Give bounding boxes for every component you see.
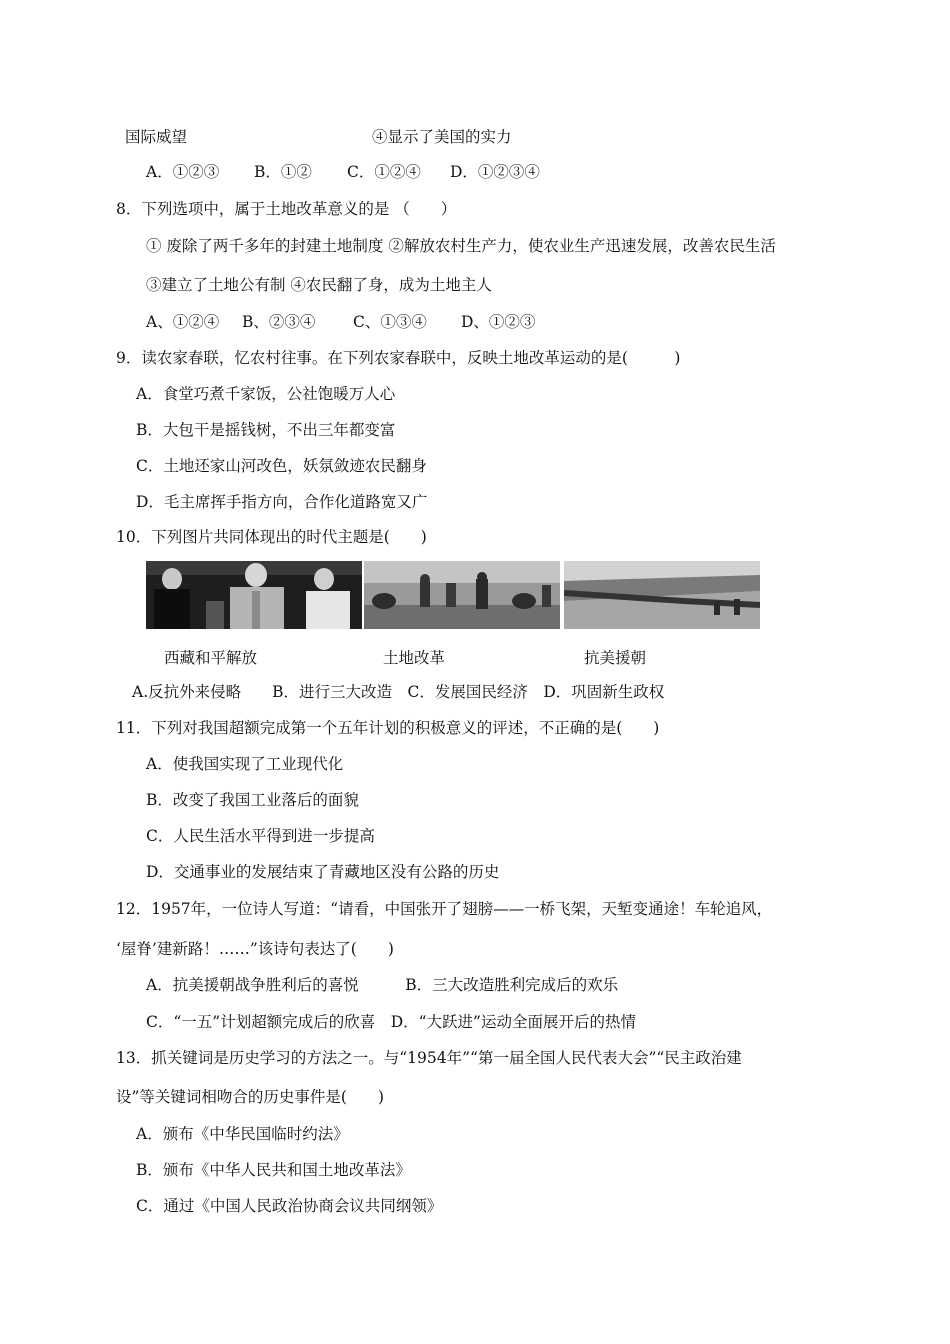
q11-option-c: C．人民生活水平得到进一步提高 <box>146 827 375 845</box>
q8-statement-2: ③建立了土地公有制 ④农民翻了身，成为土地主人 <box>146 276 492 294</box>
q12-options-ab: A．抗美援朝战争胜利后的喜悦 B．三大改造胜利完成后的欢乐 <box>146 976 619 994</box>
option-d: D．①②③④ <box>450 163 540 181</box>
q9-option-c: C．土地还家山河改色，妖氛敛迹农民翻身 <box>136 457 427 475</box>
question-10: 10．下列图片共同体现出的时代主题是( ) <box>116 528 427 546</box>
q8-answer-options <box>146 312 535 332</box>
photo-land-reform <box>364 561 560 629</box>
caption-tibet: 西藏和平解放 <box>164 649 258 667</box>
question-11: 11．下列对我国超额完成第一个五年计划的积极意义的评述，不正确的是( ) <box>116 719 660 737</box>
q7-answer-options <box>146 162 540 182</box>
caption-korean-war: 抗美援朝 <box>584 649 647 667</box>
option-c: C、①③④ <box>353 313 427 331</box>
question-9: 9．读农家春联，忆农村往事。在下列农家春联中，反映土地改革运动的是( ) <box>116 349 681 367</box>
question-12-line-1: 12．1957年，一位诗人写道：“请看，中国张开了翅膀——一桥飞架，天堑变通途！车轮追风， <box>116 900 773 918</box>
question-13-line-1: 13．抓关键词是历史学习的方法之一。与“1954年”“第一届全国人民代表大会”“民主政治建 <box>116 1049 742 1067</box>
q8-statement-1: ① 废除了两千多年的封建土地制度 ②解放农村生产力，使农业生产迅速发展，改善农民生活 <box>146 237 776 255</box>
q7-option-4: ④显示了美国的实力 <box>372 128 512 146</box>
q11-option-b: B．改变了我国工业落后的面貌 <box>146 791 359 809</box>
q13-option-b: B．颁布《中华人民共和国土地改革法》 <box>136 1161 411 1179</box>
question-13-line-2: 设”等关键词相吻合的历史事件是( ) <box>116 1088 385 1106</box>
q12-options-cd: C．“一五”计划超额完成后的欣喜 D．“大跃进”运动全面展开后的热情 <box>146 1013 636 1031</box>
q10-answer-options: A.反抗外来侵略 B．进行三大改造 C．发展国民经济 D．巩固新生政权 <box>132 683 665 701</box>
option-c: C．①②④ <box>347 163 421 181</box>
q9-option-b: B．大包干是摇钱树，不出三年都变富 <box>136 421 396 439</box>
option-d: D、①②③ <box>461 313 536 331</box>
q9-option-a: A．食堂巧煮千家饭，公社饱暖万人心 <box>136 385 396 403</box>
photo-tibet-liberation <box>146 561 362 629</box>
q13-option-a: A．颁布《中华民国临时约法》 <box>136 1125 349 1143</box>
q11-option-a: A．使我国实现了工业现代化 <box>146 755 344 773</box>
option-b: B、②③④ <box>242 313 316 331</box>
question-8: 8．下列选项中，属于土地改革意义的是 （ ） <box>116 200 457 218</box>
photo-korean-war <box>564 561 760 629</box>
question-12-line-2: ‘屋脊’建新路！……”该诗句表达了( ) <box>116 940 394 958</box>
q13-option-c: C．通过《中国人民政治协商会议共同纲领》 <box>136 1197 443 1215</box>
q9-option-d: D．毛主席挥手指方向，合作化道路宽又广 <box>136 493 428 511</box>
q7-tail-text: 国际威望 <box>125 128 188 146</box>
caption-land-reform: 土地改革 <box>383 649 446 667</box>
q11-option-d: D．交通事业的发展结束了青藏地区没有公路的历史 <box>146 863 500 881</box>
option-b: B．①② <box>254 163 312 181</box>
option-a: A．①②③ <box>146 163 220 181</box>
option-a: A、①②④ <box>146 313 220 331</box>
